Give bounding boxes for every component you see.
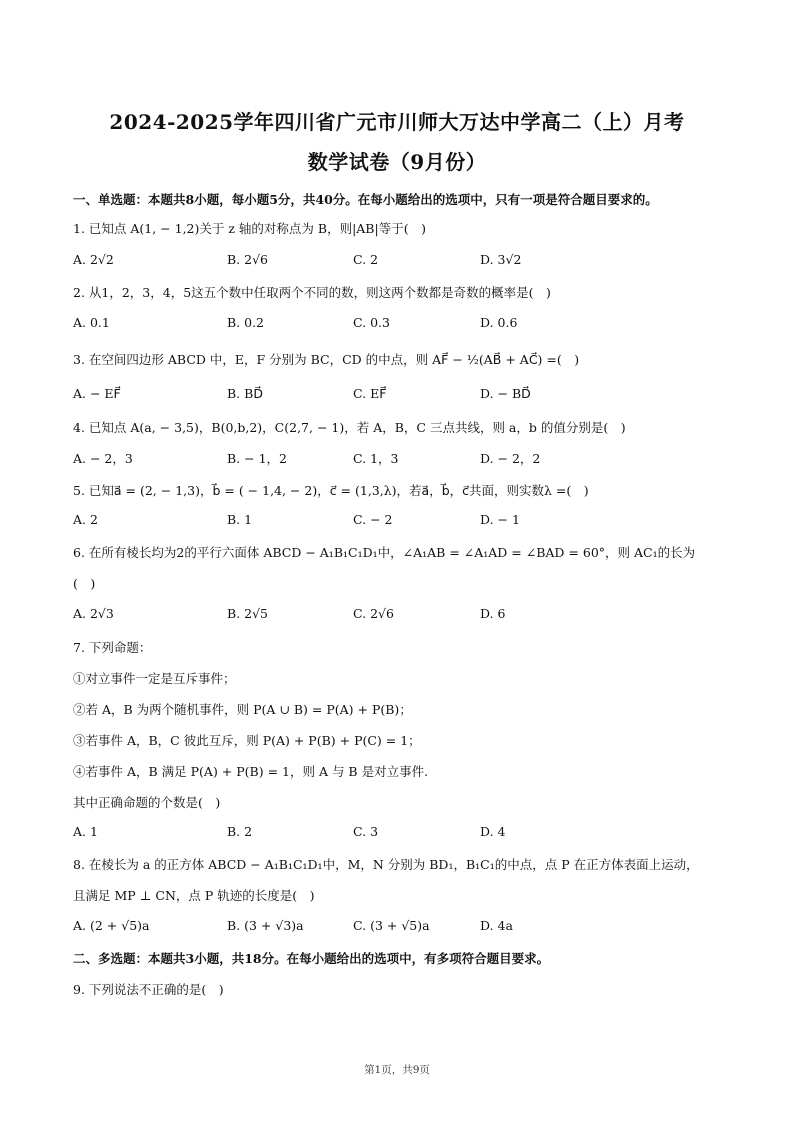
option-a: A. − 2，3 [73,451,133,466]
option-d: D. − BD⃗ [480,386,531,401]
question-stem: 5. 已知a⃗ = (2, − 1,3)，b⃗ = ( − 1,4, − 2)，c⃗ = (1,3,λ)，若a⃗，b⃗，c⃗共面，则实数λ =( ) [73,483,589,498]
question-stem-continued: ( ) [73,576,96,591]
option-c: C. 3 [353,824,379,839]
statement-item: ①对立事件一定是互斥事件； [73,671,236,686]
option-c: C. 2√6 [353,606,394,621]
option-b: B. (3 + √3)a [227,918,304,933]
option-b: B. 2√6 [227,252,269,267]
section-heading-multiple-choice: 二、多选题：本题共3小题，共18分。在每小题给出的选项中，有多项符合题目要求。 [73,951,550,966]
option-a: A. (2 + √5)a [73,918,150,933]
page-footer: 第1页，共9页 [364,1064,430,1076]
option-a: A. 2√2 [73,252,114,267]
question-stem-continued: 且满足 MP ⊥ CN，点 P 轨迹的长度是( ) [73,888,315,903]
option-c: C. − 2 [353,512,393,527]
option-b: B. 2√5 [227,606,269,621]
option-a: A. 1 [73,824,98,839]
statement-item: ④若事件 A，B 满足 P(A) + P(B) = 1，则 A 与 B 是对立事件. [73,764,429,779]
option-b: B. BD⃗ [227,386,263,401]
question-tail: 其中正确命题的个数是( ) [73,795,221,810]
option-d: D. 4a [480,918,513,933]
statement-item: ②若 A，B 为两个随机事件，则 P(A ∪ B) = P(A) + P(B)； [73,702,412,717]
question-stem: 3. 在空间四边形 ABCD 中，E，F 分别为 BC，CD 的中点，则 AF⃗ − ½(AB⃗ + AC⃗) =( ) [73,352,580,367]
question-stem: 6. 在所有棱长均为2的平行六面体 ABCD − A₁B₁C₁D₁中，∠A₁AB = ∠A₁AD = ∠BAD = 60°，则 AC₁的长为 [73,545,696,560]
option-b: B. 0.2 [227,315,265,330]
question-stem: 2. 从1，2，3，4，5这五个数中任取两个不同的数，则这两个数都是奇数的概率是( ) [73,285,551,300]
question-stem: 4. 已知点 A(a, − 3,5)，B(0,b,2)，C(2,7, − 1)，若 A，B，C 三点共线，则 a，b 的值分别是( ) [73,420,626,435]
option-b: B. 2 [227,824,253,839]
section-heading-single-choice: 一、单选题：本题共8小题，每小题5分，共40分。在每小题给出的选项中，只有一项是符合题目要求的。 [73,192,658,207]
option-a: A. − EF⃗ [73,386,121,401]
page-subtitle: 数学试卷（9月份） [307,150,487,174]
option-b: B. 1 [227,512,253,527]
option-c: C. 1，3 [353,451,399,466]
option-b: B. − 1，2 [227,451,287,466]
option-c: C. EF⃗ [353,386,387,401]
option-d: D. 6 [480,606,506,621]
option-d: D. 0.6 [480,315,518,330]
question-stem: 1. 已知点 A(1, − 1,2)关于 z 轴的对称点为 B，则|AB|等于( ) [73,221,426,236]
option-c: C. 0.3 [353,315,390,330]
option-d: D. 3√2 [480,252,522,267]
option-c: C. (3 + √5)a [353,918,430,933]
question-stem: 7. 下列命题： [73,640,152,655]
page-title: 2024-2025学年四川省广元市川师大万达中学高二（上）月考 [109,110,685,134]
option-a: A. 2 [73,512,98,527]
option-c: C. 2 [353,252,379,267]
option-a: A. 0.1 [73,315,110,330]
question-stem: 9. 下列说法不正确的是( ) [73,982,224,997]
option-d: D. − 2，2 [480,451,541,466]
question-stem: 8. 在棱长为 a 的正方体 ABCD − A₁B₁C₁D₁中，M，N 分别为 BD₁，B₁C₁的中点，点 P 在正方体表面上运动， [73,857,699,872]
option-d: D. − 1 [480,512,520,527]
statement-item: ③若事件 A，B，C 彼此互斥，则 P(A) + P(B) + P(C) = 1； [73,733,421,748]
option-d: D. 4 [480,824,506,839]
option-a: A. 2√3 [73,606,114,621]
